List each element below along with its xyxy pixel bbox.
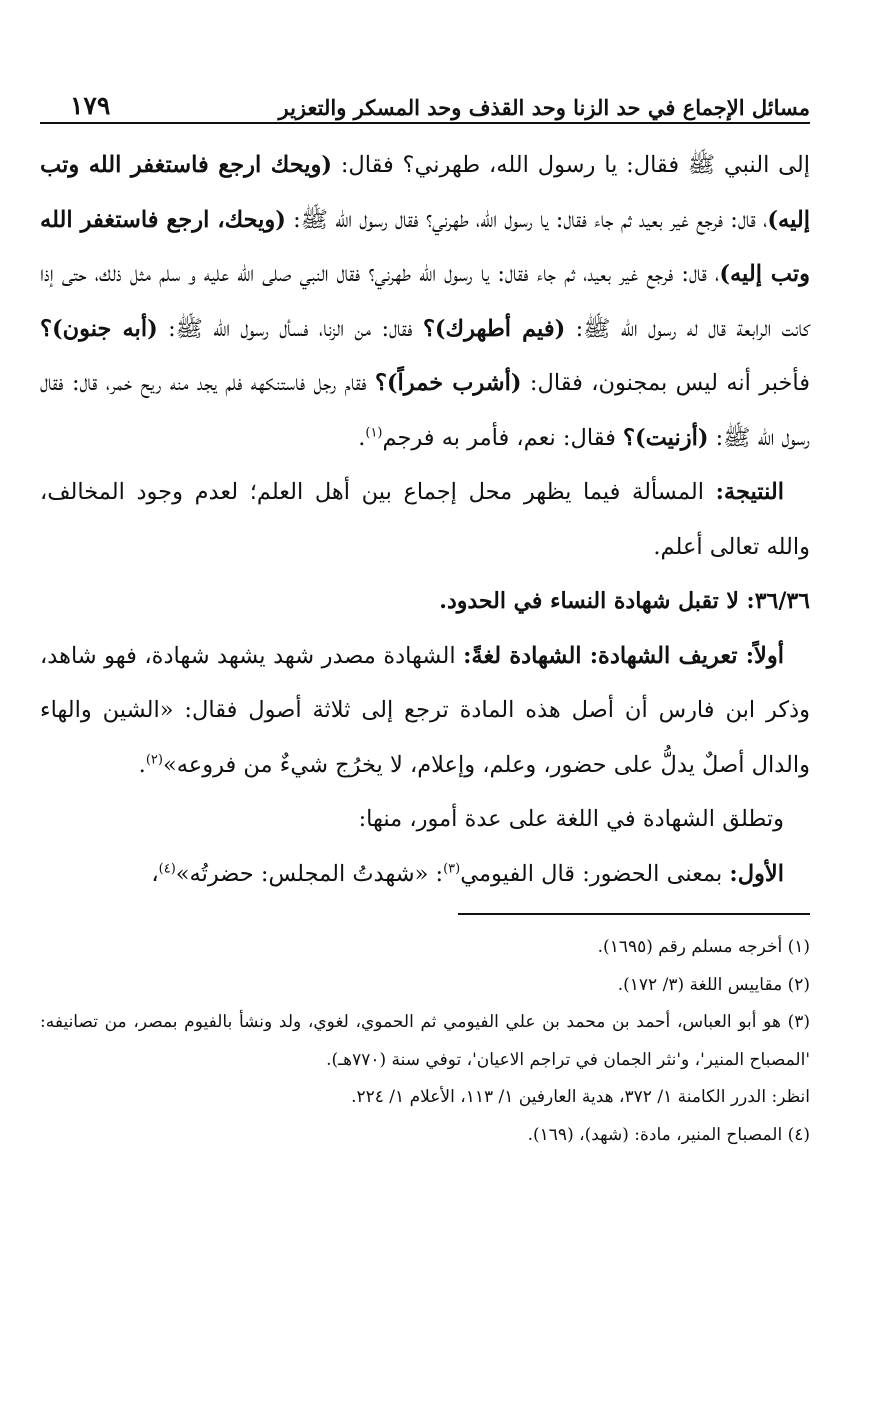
text-span: . [138,751,146,778]
text-span: إلى النبي ﷺ فقال: يا رسول الله، طهرني؟ فقال: [332,152,811,178]
text-span: فقال: من الزنا، فسأل رسول الله ﷺ: [157,315,423,342]
text-span: ، [151,860,159,887]
page-number: ١٧٩ [70,91,111,120]
bold-quote: (أزنيت)؟ [623,424,709,451]
text-span: فقال: نعم، فأمر به فرجم [382,424,623,451]
footnote-ref-2: (٢) [145,752,163,767]
hadith-paragraph [40,138,810,465]
definition-text: الشهادة مصدر شهد يشهد شهادة، فهو شاهد، وذكر ابن فارس أن أصل هذه المادة ترجع إلى ثلاثة أصول فقال: «الشين والهاء والدال أصلٌ يدلُّ على حضور، وعلم، وإعلام، لا يخرُج شيءٌ من فروعه» [40,642,810,778]
section-heading: ٣٦/٣٦: لا تقبل شهادة النساء في الحدود. [439,588,810,614]
definition-paragraph [40,629,810,793]
footnote-2: (٢) مقاييس اللغة (٣/ ١٧٢). [617,974,810,995]
definition-lang-label: الشهادة لغةً: [463,642,590,669]
footnote-ref-4: (٤) [158,861,176,876]
text-span: ، قال: فرجع غير بعيد ثم جاء فقال: يا رسول الله، طهرني؟ فقال رسول الله ﷺ: [285,206,768,233]
document-page [40,78,810,1154]
result-text: المسألة فيما يظهر محل إجماع بين أهل العلم؛ لعدم وجود المخالف، والله تعالى أعلم. [40,479,810,560]
text-span: . [358,424,366,451]
footnote-4: (٤) المصباح المنير، مادة: (شهد)، (١٦٩). [527,1124,810,1145]
usage-intro: وتطلق الشهادة في اللغة على عدة أمور، منها: [358,806,784,832]
bold-quote: (ويحك ارجع فاستغفر الله وتب إليه) [40,152,810,233]
first-meaning-label: الأول: [729,860,784,887]
bold-quote: (فيم أطهرك)؟ [422,315,566,342]
footnote-ref-1: (١) [365,425,383,440]
footnote-3-sources: انظر: الدرر الكامنة ١/ ٣٧٢، هدية العارفين ١/ ١١٣، الأعلام ١/ ٢٢٤. [351,1087,810,1107]
bold-quote: (أبه جنون)؟ [40,315,158,342]
text-span: ، قال: فرجع غير بعيد، ثم جاء فقال: يا رسول الله طهرني؟ فقال النبي صلى الله عليه و سلم مثل ذلك، حتى إذا كانت الرابعة قال له رسول الله ﷺ: [40,261,811,342]
text-span: : «شهدتُ المجلس: حضرتُه» [175,860,444,887]
result-label: النتيجة: [715,479,784,505]
text-span: فأخبر أنه ليس بمجنون، فقال: [521,370,811,396]
footnote-divider [458,913,810,915]
bold-quote: (ويحك، ارجع فاستغفر الله وتب إليه) [40,206,810,287]
definition-label: أولاً: تعريف الشهادة: [589,642,784,669]
footnote-3: (٣) هو أبو العباس، أحمد بن محمد بن علي الفيومي ثم الحموي، لغوي، ولد ونشأ بالفيوم بمصر، من تصانيفه: 'المصباح المنير'، و'نثر الجمان في تراجم الاعيان'، توفي سنة (٧٧٠هـ). [40,1012,810,1070]
page-header [40,78,810,124]
result-paragraph [40,465,810,574]
first-meaning-paragraph [40,847,810,902]
bold-quote: (أشرب خمراً)؟ [374,370,522,396]
text-span: فقام رجل فاستنكهه فلم يجد منه ريح خمر، قال: فقال رسول الله ﷺ: [40,370,810,451]
text-span: بمعنى الحضور: قال الفيومي [460,860,730,887]
footnote-1: (١) أخرجه مسلم رقم (١٦٩٥). [597,937,810,957]
footnote-ref-3: (٣) [443,861,461,876]
footnotes [40,929,810,1154]
running-title: مسائل الإجماع في حد الزنا وحد القذف وحد المسكر والتعزير [278,95,810,120]
main-text [40,138,810,901]
